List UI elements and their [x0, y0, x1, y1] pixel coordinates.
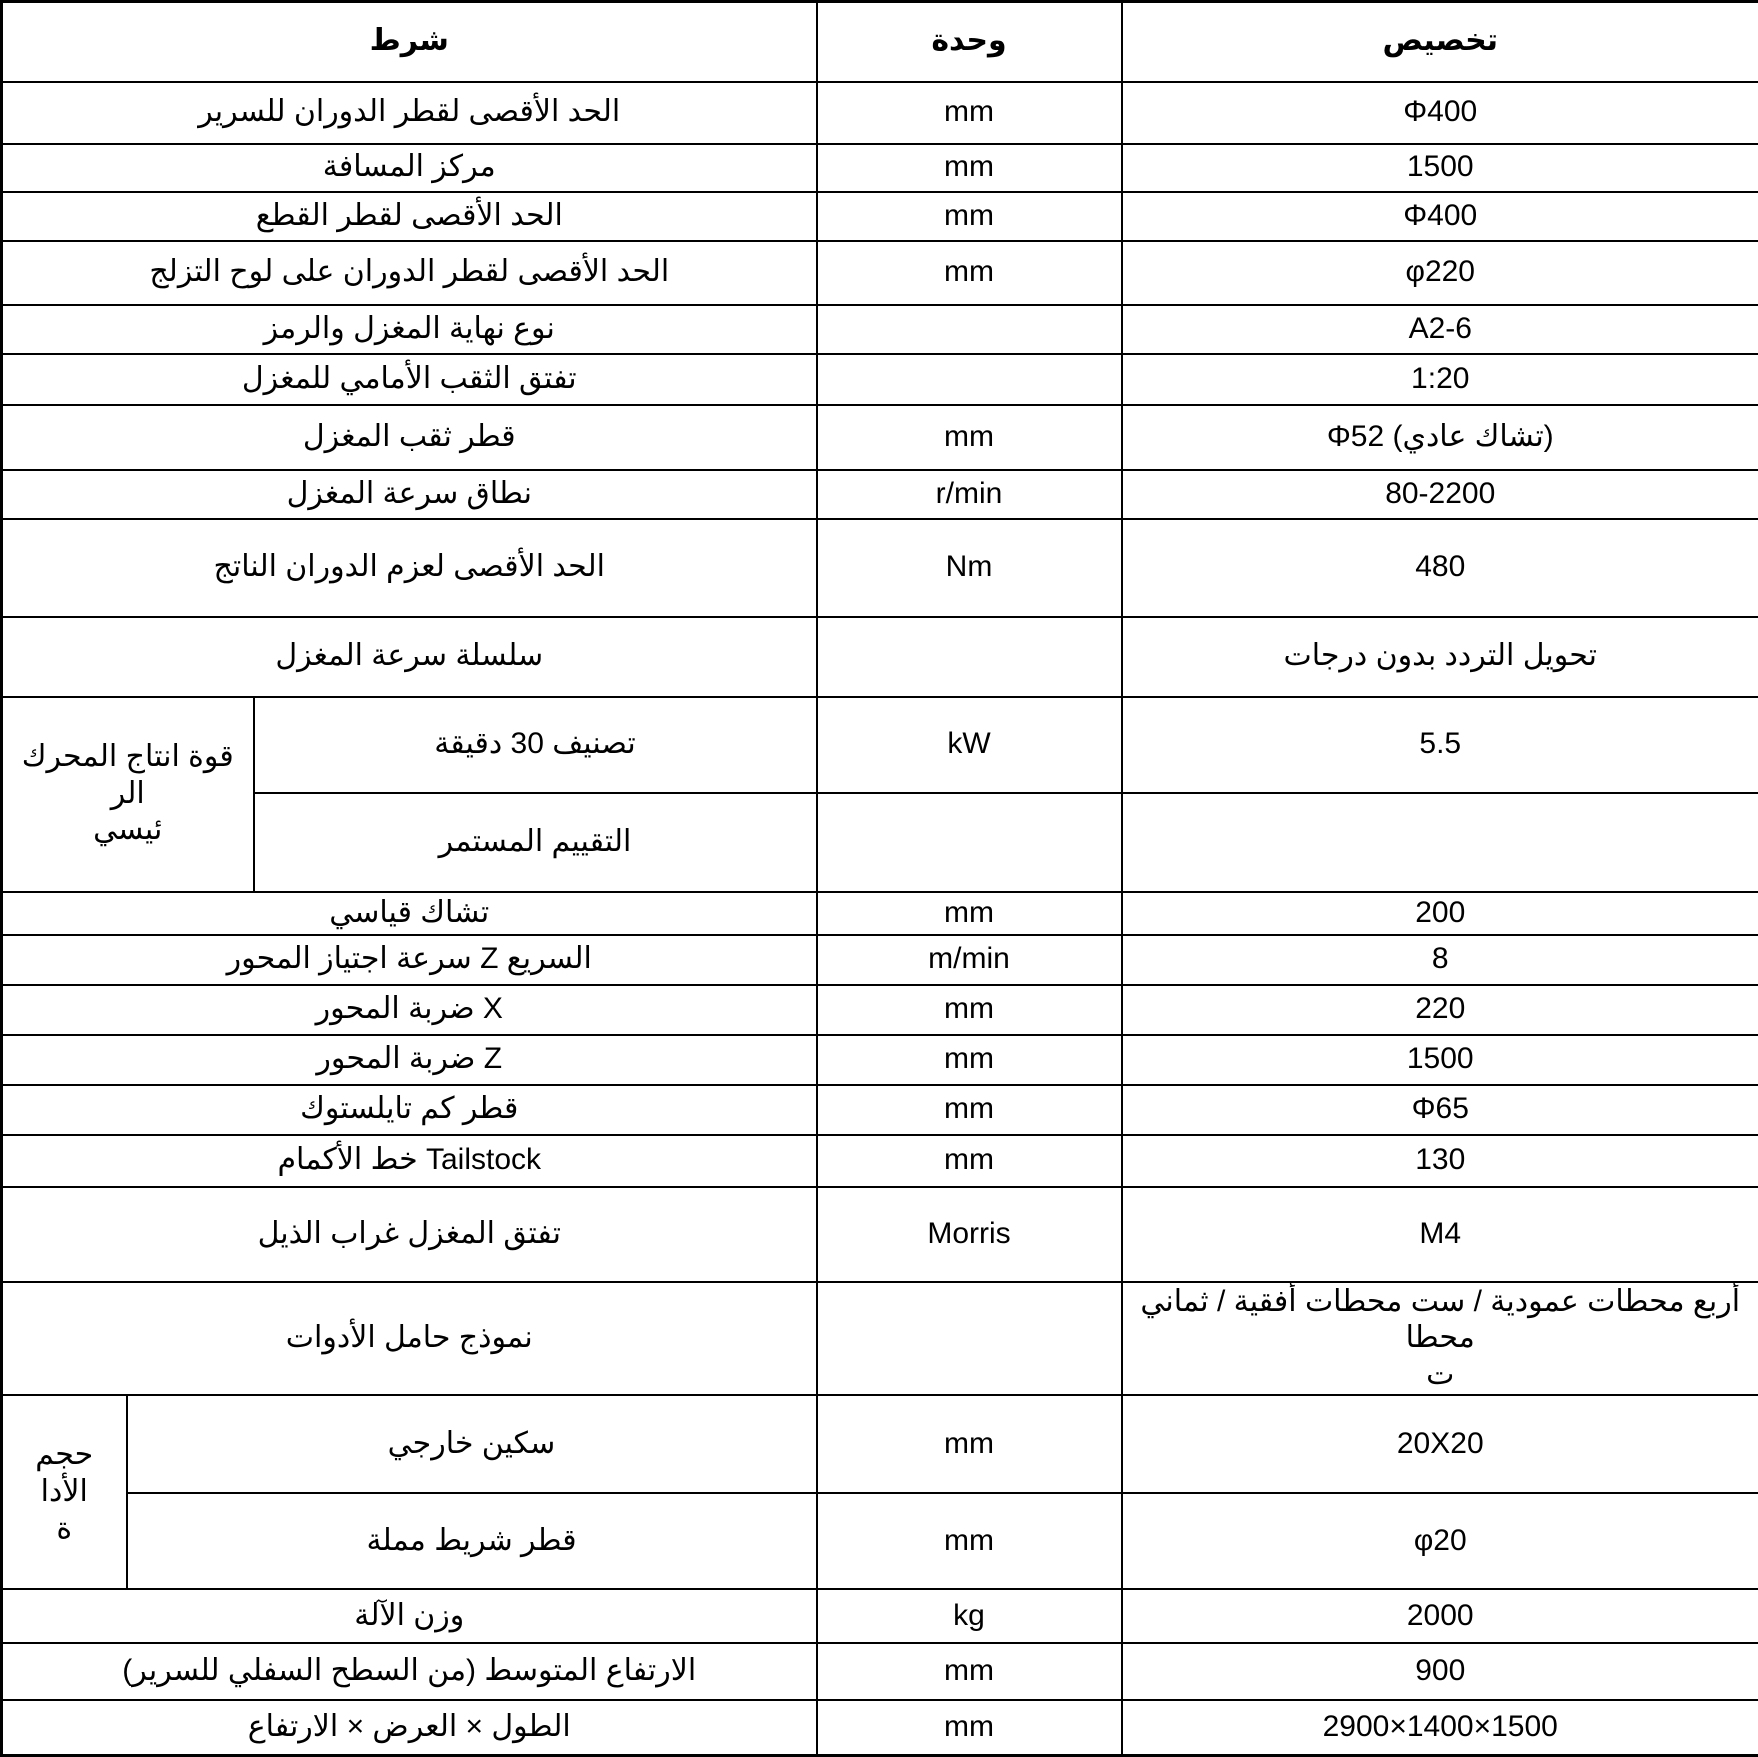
condition-cell: الحد الأقصى لقطر الدوران على لوح التزلج — [2, 241, 817, 305]
spec-value-cell: Φ400 — [1122, 82, 1758, 144]
spec-value-cell: 220 — [1122, 985, 1758, 1035]
unit-cell — [817, 1282, 1122, 1396]
group-label-cell: حجم الأدا ة — [2, 1395, 127, 1589]
table-row — [2, 793, 1758, 892]
table-row — [2, 470, 1758, 519]
spec-value-cell: φ20 — [1122, 1493, 1758, 1589]
condition-cell: نطاق سرعة المغزل — [2, 470, 817, 519]
unit-cell — [817, 617, 1122, 697]
unit-cell: Morris — [817, 1187, 1122, 1282]
condition-cell: X ضربة المحور — [2, 985, 817, 1035]
table-row — [2, 985, 1758, 1035]
spec-value-cell: تحويل التردد بدون درجات — [1122, 617, 1758, 697]
unit-cell: mm — [817, 1700, 1122, 1755]
condition-cell: سلسلة سرعة المغزل — [2, 617, 817, 697]
unit-cell: mm — [817, 192, 1122, 241]
table-row — [2, 1282, 1758, 1396]
table-row — [2, 1700, 1758, 1755]
table-row — [2, 405, 1758, 470]
unit-cell: kW — [817, 697, 1122, 793]
spec-value-cell: Φ65 — [1122, 1085, 1758, 1135]
spec-value-cell: 2900×1400×1500 — [1122, 1700, 1758, 1755]
table-row — [2, 697, 1758, 793]
spec-value-cell: 1500 — [1122, 1035, 1758, 1085]
unit-cell: mm — [817, 892, 1122, 935]
table-row — [2, 1035, 1758, 1085]
spec-value-cell: 130 — [1122, 1135, 1758, 1187]
table-row — [2, 519, 1758, 617]
condition-cell: وزن الآلة — [2, 1589, 817, 1643]
group-label-cell: قوة انتاج المحرك الر ئيسي — [2, 697, 254, 892]
unit-cell: Nm — [817, 519, 1122, 617]
condition-cell: الحد الأقصى لقطر القطع — [2, 192, 817, 241]
condition-cell: تصنيف 30 دقيقة — [254, 697, 817, 793]
unit-cell: mm — [817, 1395, 1122, 1493]
unit-cell: mm — [817, 1493, 1122, 1589]
unit-cell — [817, 354, 1122, 405]
spec-value-cell: Φ400 — [1122, 192, 1758, 241]
condition-cell: تفتق المغزل غراب الذيل — [2, 1187, 817, 1282]
table-row — [2, 82, 1758, 144]
condition-cell: السريع Z سرعة اجتياز المحور — [2, 935, 817, 985]
table-row — [2, 1135, 1758, 1187]
condition-cell: الطول × العرض × الارتفاع — [2, 1700, 817, 1755]
unit-cell: r/min — [817, 470, 1122, 519]
unit-cell: mm — [817, 1135, 1122, 1187]
table-row — [2, 935, 1758, 985]
spec-value-cell: 2000 — [1122, 1589, 1758, 1643]
table-row — [2, 192, 1758, 241]
condition-cell: سكين خارجي — [127, 1395, 817, 1493]
table-row — [2, 1589, 1758, 1643]
spec-value-cell — [1122, 793, 1758, 892]
unit-cell: mm — [817, 1643, 1122, 1700]
condition-cell: مركز المسافة — [2, 144, 817, 192]
spec-value-cell: 5.5 — [1122, 697, 1758, 793]
condition-cell: تشاك قياسي — [2, 892, 817, 935]
table-row — [2, 1493, 1758, 1589]
unit-cell: kg — [817, 1589, 1122, 1643]
table-row — [2, 1643, 1758, 1700]
table-row — [2, 305, 1758, 354]
condition-column-header: شرط — [2, 2, 817, 82]
spec-value-cell: φ220 — [1122, 241, 1758, 305]
table-row — [2, 892, 1758, 935]
table-row — [2, 1395, 1758, 1493]
condition-cell: الارتفاع المتوسط (من السطح السفلي للسرير) — [2, 1643, 817, 1700]
unit-cell: mm — [817, 1085, 1122, 1135]
spec-value-cell: 1500 — [1122, 144, 1758, 192]
condition-cell: نموذج حامل الأدوات — [2, 1282, 817, 1396]
unit-cell: mm — [817, 82, 1122, 144]
condition-cell: الحد الأقصى لقطر الدوران للسرير — [2, 82, 817, 144]
condition-cell: قطر شريط مملة — [127, 1493, 817, 1589]
unit-cell: mm — [817, 144, 1122, 192]
header-row — [2, 2, 1758, 82]
spec-value-cell: Φ52 (تشاك عادي) — [1122, 405, 1758, 470]
table-row — [2, 617, 1758, 697]
spec-value-cell: أربع محطات عمودية / ست محطات أفقية / ثماني محطا ت — [1122, 1282, 1758, 1396]
spec-value-cell: M4 — [1122, 1187, 1758, 1282]
unit-cell: mm — [817, 241, 1122, 305]
spec-column-header: تخصيص — [1122, 2, 1758, 82]
condition-cell: Tailstock خط الأكمام — [2, 1135, 817, 1187]
spec-value-cell: 80-2200 — [1122, 470, 1758, 519]
unit-cell: mm — [817, 985, 1122, 1035]
spec-value-cell: A2-6 — [1122, 305, 1758, 354]
condition-cell: التقييم المستمر — [254, 793, 817, 892]
spec-value-cell: 1:20 — [1122, 354, 1758, 405]
spec-table-body — [2, 82, 1758, 1756]
table-row — [2, 241, 1758, 305]
unit-cell — [817, 305, 1122, 354]
table-row — [2, 1085, 1758, 1135]
unit-cell — [817, 793, 1122, 892]
spec-value-cell: 480 — [1122, 519, 1758, 617]
table-row — [2, 144, 1758, 192]
condition-cell: قطر كم تايلستوك — [2, 1085, 817, 1135]
unit-cell: mm — [817, 1035, 1122, 1085]
table-row — [2, 1187, 1758, 1282]
unit-cell: m/min — [817, 935, 1122, 985]
condition-cell: Z ضربة المحور — [2, 1035, 817, 1085]
spec-value-cell: 900 — [1122, 1643, 1758, 1700]
unit-cell: mm — [817, 405, 1122, 470]
unit-column-header: وحدة — [817, 2, 1122, 82]
table-row — [2, 354, 1758, 405]
spec-value-cell: 8 — [1122, 935, 1758, 985]
condition-cell: قطر ثقب المغزل — [2, 405, 817, 470]
condition-cell: نوع نهاية المغزل والرمز — [2, 305, 817, 354]
condition-cell: الحد الأقصى لعزم الدوران الناتج — [2, 519, 817, 617]
condition-cell: تفتق الثقب الأمامي للمغزل — [2, 354, 817, 405]
spec-value-cell: 200 — [1122, 892, 1758, 935]
spec-value-cell: 20X20 — [1122, 1395, 1758, 1493]
